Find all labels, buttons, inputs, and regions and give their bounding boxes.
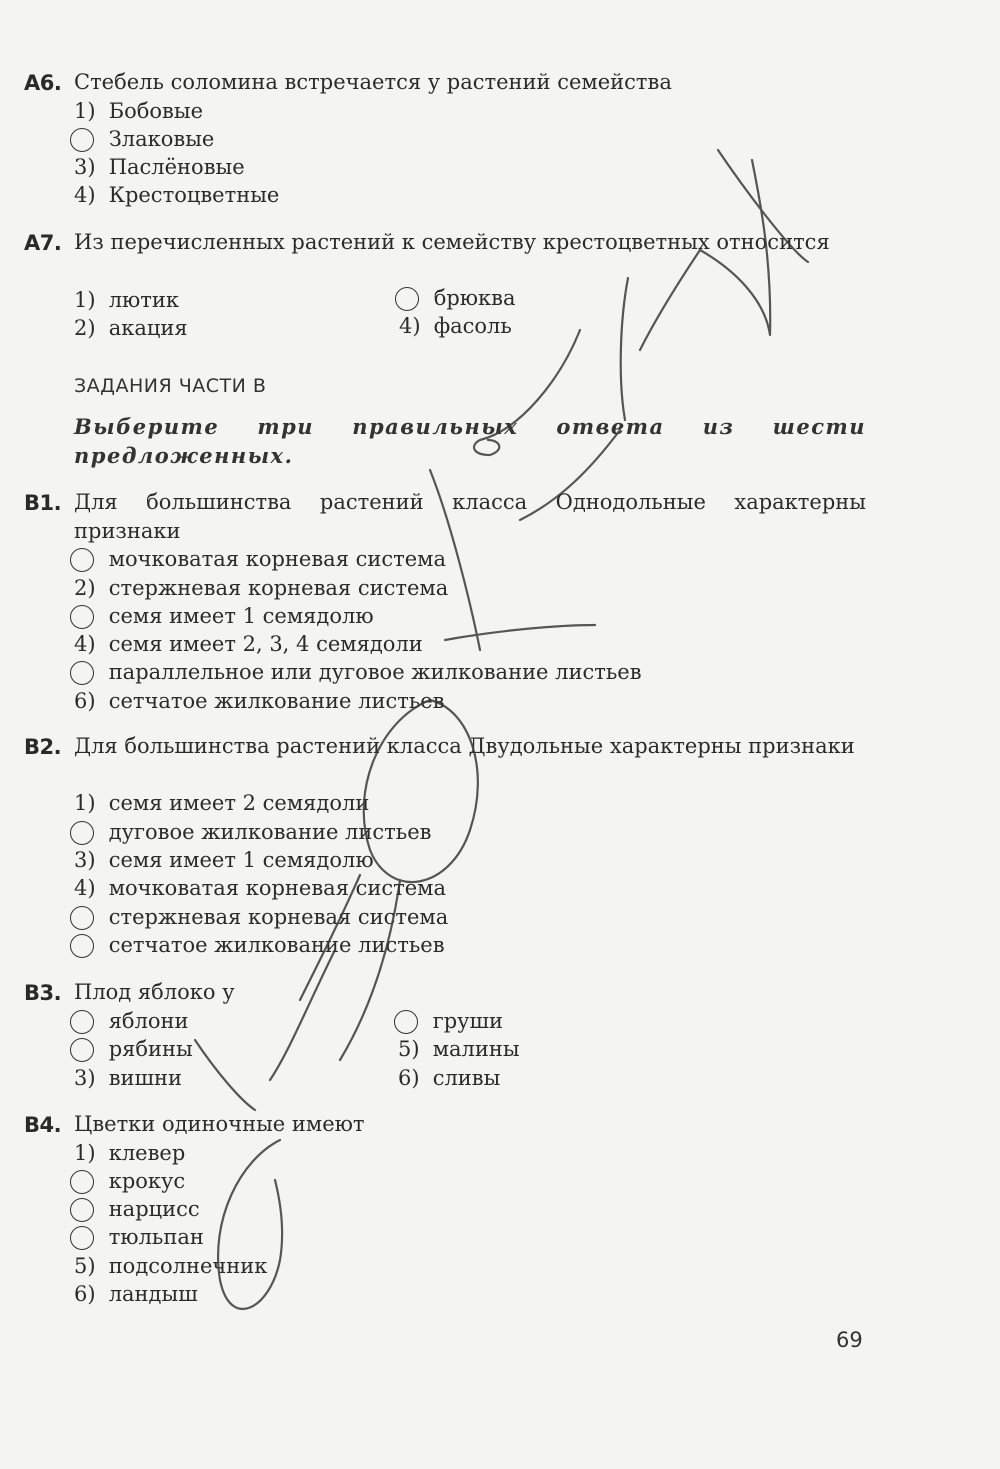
option-number: 4): [74, 183, 96, 207]
option[interactable]: [399, 312, 512, 341]
option[interactable]: [74, 874, 446, 903]
option-label: клевер: [108, 1141, 186, 1165]
option[interactable]: [398, 1007, 503, 1036]
option-label: подсолнечник: [108, 1254, 268, 1278]
option-number: 4): [74, 632, 96, 656]
option-number-circled: [74, 125, 102, 154]
option-number: 5): [74, 1254, 96, 1278]
option[interactable]: [74, 846, 374, 875]
option[interactable]: [74, 1064, 182, 1093]
option-number-circled: [74, 931, 102, 960]
option[interactable]: [74, 818, 431, 847]
option[interactable]: [74, 1007, 189, 1036]
question-text: Плод яблоко у: [74, 980, 235, 1004]
option-number: 6): [398, 1066, 420, 1090]
option-label: акация: [108, 316, 188, 340]
option-number-circled: [74, 658, 102, 687]
option-label: параллельное или дуговое жилкование листьев: [108, 660, 642, 684]
option-number: 2): [74, 576, 96, 600]
option[interactable]: [74, 789, 369, 818]
option[interactable]: [74, 687, 445, 716]
option[interactable]: [74, 574, 448, 603]
option[interactable]: [74, 658, 642, 687]
question-number: В4.: [24, 1113, 62, 1137]
option-label: Бобовые: [108, 99, 204, 123]
option[interactable]: [74, 125, 214, 154]
option-number: 2): [74, 316, 96, 340]
option[interactable]: [74, 1252, 267, 1281]
option-number: 4): [399, 314, 421, 338]
option-label: яблони: [108, 1009, 189, 1033]
option[interactable]: [74, 630, 423, 659]
option[interactable]: [74, 1195, 200, 1224]
option-label: стержневая корневая система: [108, 576, 449, 600]
option[interactable]: [74, 1223, 204, 1252]
option[interactable]: [74, 545, 446, 574]
option-label: нарцисс: [108, 1197, 200, 1221]
option-number: 6): [74, 1282, 96, 1306]
question-number: В1.: [24, 491, 62, 515]
page-number: 69: [836, 1328, 863, 1352]
option-number-circled: [74, 818, 102, 847]
option-number: 1): [74, 1141, 96, 1165]
option-number-circled: [74, 903, 102, 932]
option-label: мочковатая корневая система: [108, 547, 447, 571]
question-text: Из перечисленных растений к семейству крестоцветных относится: [74, 230, 830, 254]
option-number: 3): [74, 155, 96, 179]
option-number: 6): [74, 689, 96, 713]
option-number: 5): [398, 1037, 420, 1061]
option[interactable]: [74, 97, 203, 126]
option-label: сетчатое жилкование листьев: [108, 933, 445, 957]
option-number: 4): [74, 876, 96, 900]
option[interactable]: [399, 284, 516, 313]
option-label: груши: [432, 1009, 504, 1033]
option-label: Крестоцветные: [108, 183, 280, 207]
option[interactable]: [74, 1280, 198, 1309]
option-label: брюква: [433, 286, 516, 310]
option-number-circled: [74, 602, 102, 631]
option[interactable]: [74, 286, 179, 315]
option[interactable]: [398, 1035, 520, 1064]
question-number: В3.: [24, 981, 62, 1005]
question-text: Для большинства растений класса Двудольные характерны признаки: [74, 734, 855, 758]
question-number: В2.: [24, 735, 62, 759]
option-number: 3): [74, 1066, 96, 1090]
question-number: А7.: [24, 231, 62, 255]
option-label: фасоль: [433, 314, 512, 338]
option-label: рябины: [108, 1037, 193, 1061]
option-number-circled: [74, 1007, 102, 1036]
option[interactable]: [74, 1139, 185, 1168]
option[interactable]: [74, 931, 445, 960]
option[interactable]: [74, 1167, 185, 1196]
option-label: малины: [432, 1037, 520, 1061]
option-label: стержневая корневая система: [108, 905, 449, 929]
option-label: крокус: [108, 1169, 186, 1193]
option-number: 3): [74, 848, 96, 872]
option[interactable]: [74, 153, 245, 182]
option-number-circled: [74, 1035, 102, 1064]
option-label: семя имеет 1 семядолю: [108, 604, 374, 628]
section-title: ЗАДАНИЯ ЧАСТИ В: [74, 375, 267, 397]
option-number-circled: [399, 284, 427, 313]
option-number-circled: [398, 1007, 426, 1036]
question-number: А6.: [24, 71, 62, 95]
option-label: мочковатая корневая система: [108, 876, 447, 900]
option[interactable]: [74, 1035, 193, 1064]
option[interactable]: [74, 602, 374, 631]
option[interactable]: [74, 903, 448, 932]
option-label: семя имеет 1 семядолю: [108, 848, 374, 872]
option-label: Паслёновые: [108, 155, 245, 179]
option-label: семя имеет 2 семядоли: [108, 791, 370, 815]
option-number: 1): [74, 791, 96, 815]
option-label: дуговое жилкование листьев: [108, 820, 432, 844]
option-label: вишни: [108, 1066, 183, 1090]
option-label: сетчатое жилкование листьев: [108, 689, 445, 713]
option-label: сливы: [432, 1066, 501, 1090]
option-label: семя имеет 2, 3, 4 семядоли: [108, 632, 423, 656]
option-label: Злаковые: [108, 127, 215, 151]
option[interactable]: [74, 314, 188, 343]
section-instruction: Выберите три правильных ответа из шести предложенных.: [74, 414, 866, 468]
option[interactable]: [74, 181, 279, 210]
question-text: Стебель соломина встречается у растений семейства: [74, 70, 672, 94]
option[interactable]: [398, 1064, 500, 1093]
option-number-circled: [74, 545, 102, 574]
option-label: ландыш: [108, 1282, 198, 1306]
question-text: Для большинства растений класса Однодольные характерны признаки: [74, 490, 866, 543]
question-text: Цветки одиночные имеют: [74, 1112, 365, 1136]
option-number: 1): [74, 99, 96, 123]
option-label: лютик: [108, 288, 180, 312]
option-number: 1): [74, 288, 96, 312]
option-number-circled: [74, 1195, 102, 1224]
option-number-circled: [74, 1167, 102, 1196]
option-label: тюльпан: [108, 1225, 204, 1249]
option-number-circled: [74, 1223, 102, 1252]
